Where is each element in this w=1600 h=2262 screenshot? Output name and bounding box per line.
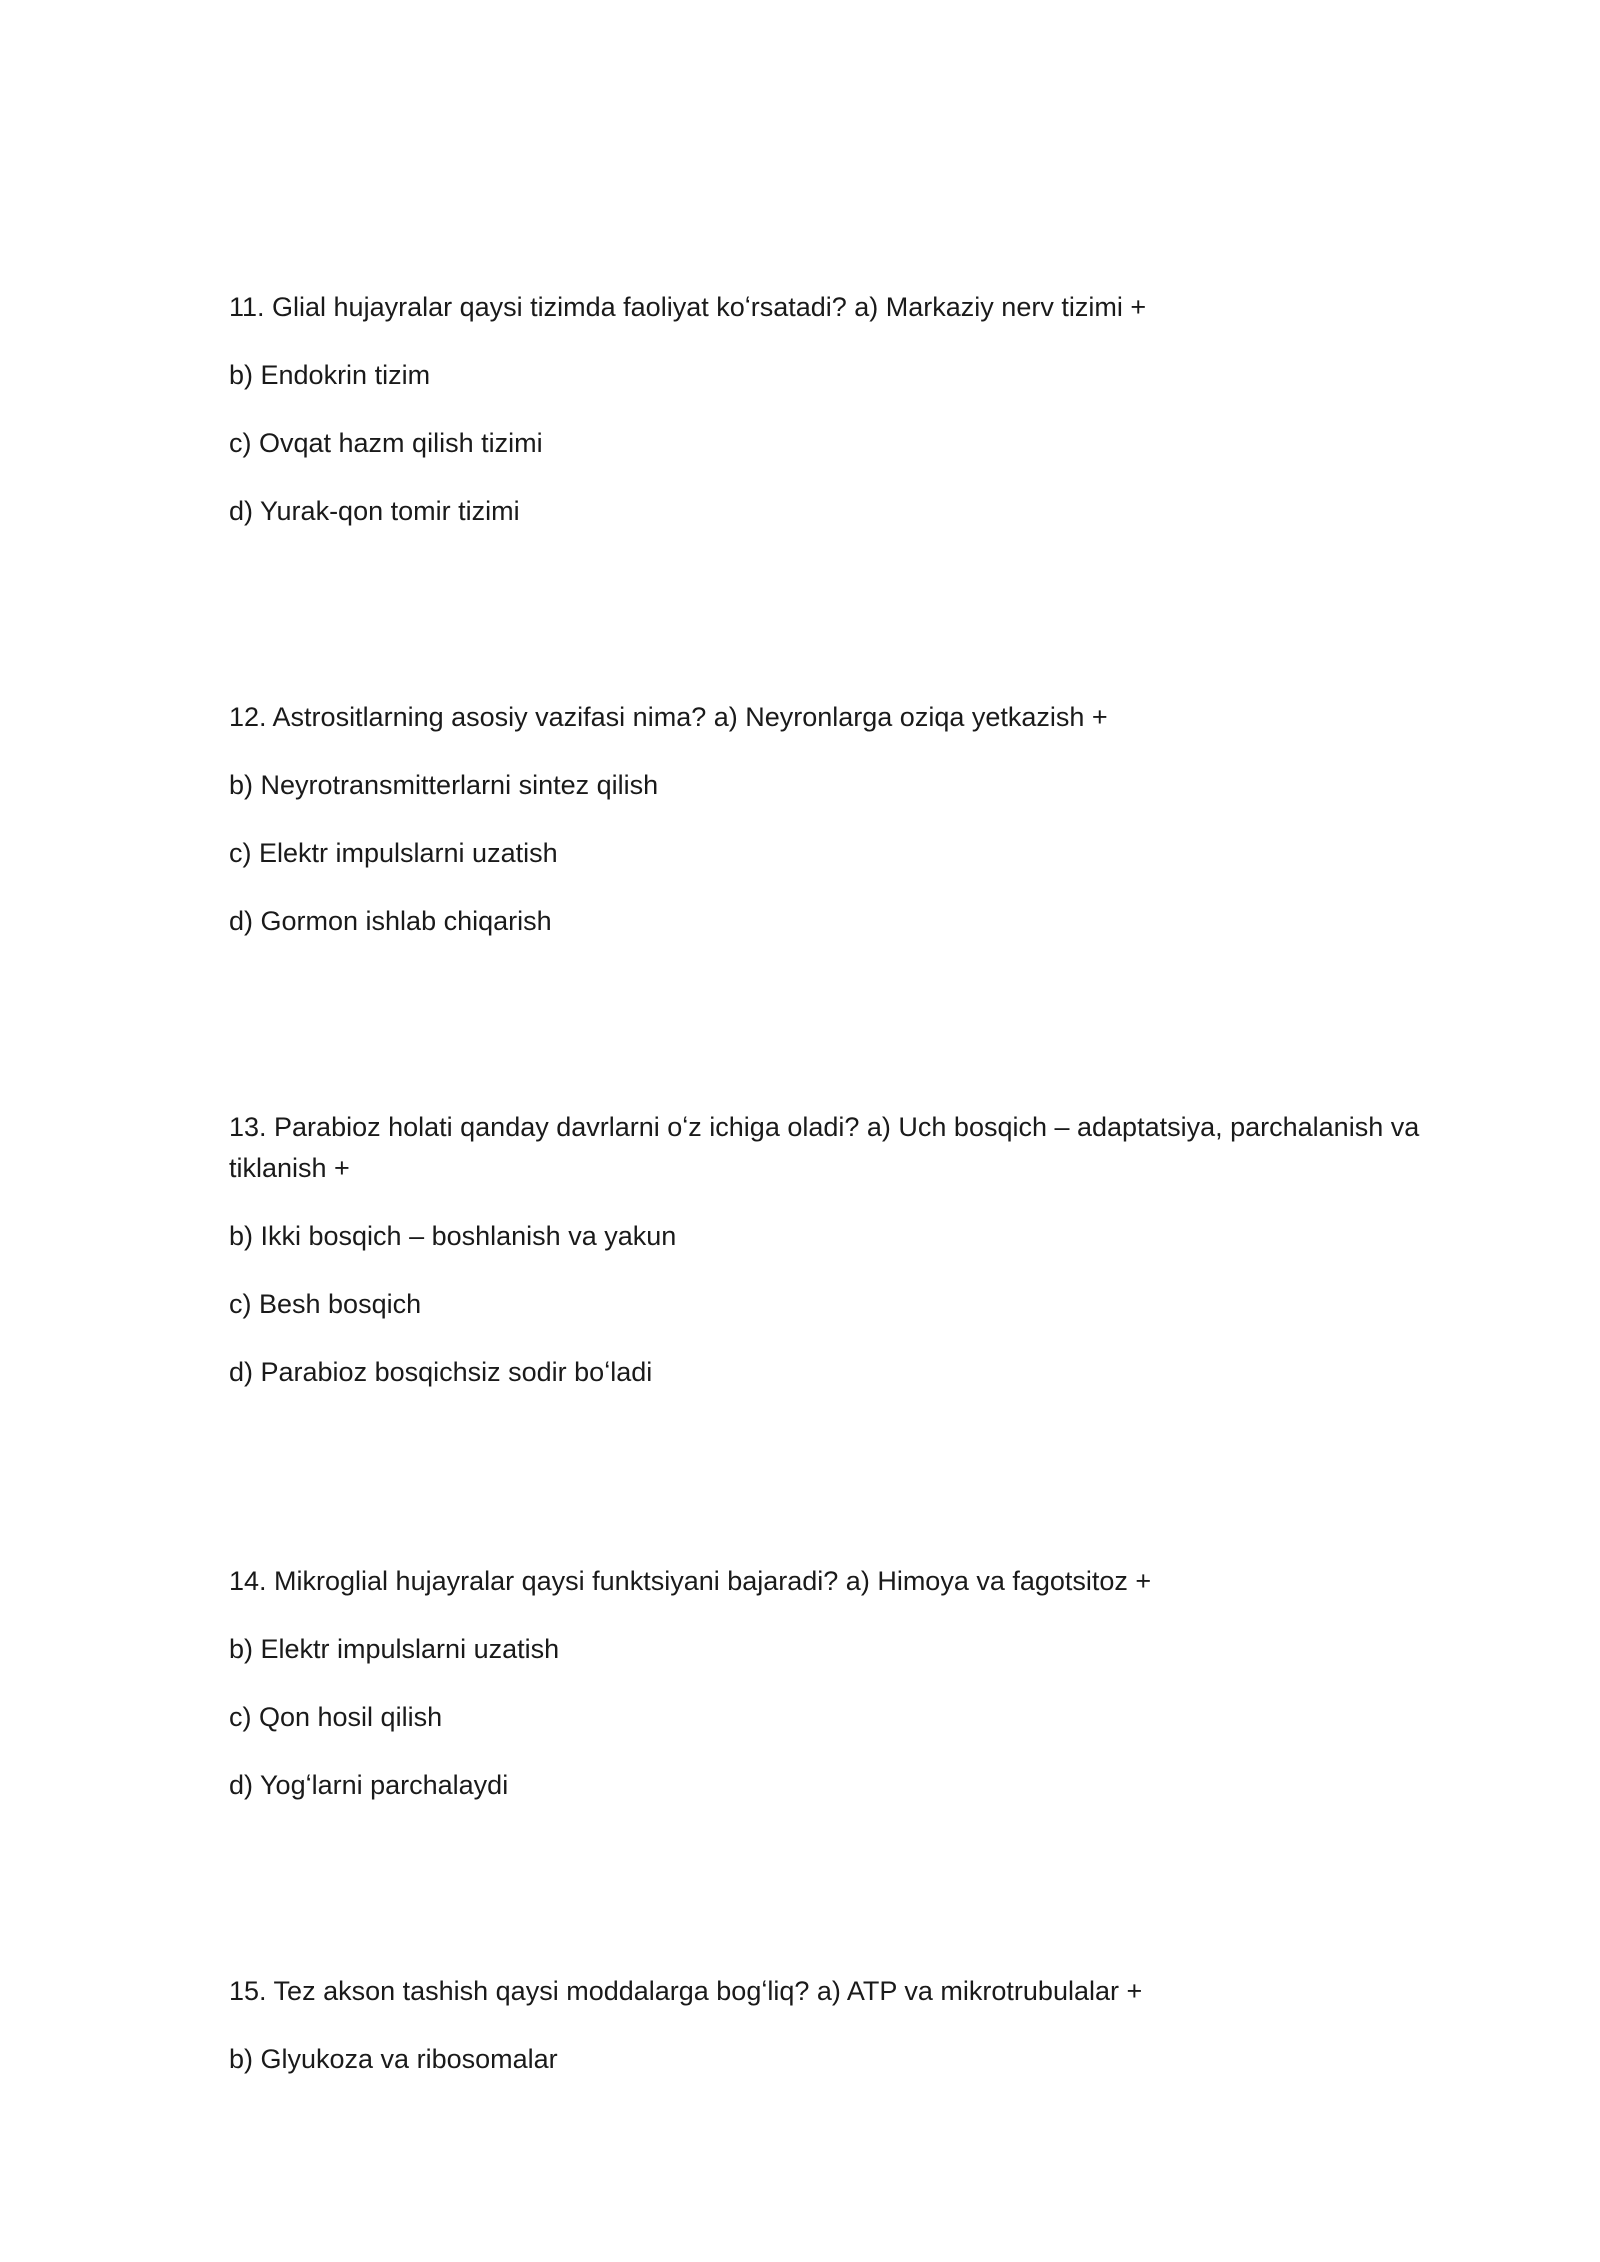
answer-option-c: c) Elektr impulslarni uzatish [229, 838, 558, 868]
question-11 [229, 287, 1439, 532]
answer-option-c: c) Ovqat hazm qilish tizimi [229, 428, 543, 458]
question-stem: 15. Tez akson tashish qaysi moddalarga bogʻliq? a) ATP va mikrotrubulalar + [229, 1976, 1143, 2006]
question-15 [229, 1971, 1439, 2080]
question-14 [229, 1561, 1439, 1806]
answer-option-d: d) Yogʻlarni parchalaydi [229, 1770, 509, 1800]
answer-option-b: b) Endokrin tizim [229, 360, 431, 390]
answer-option-c: c) Besh bosqich [229, 1289, 422, 1319]
question-stem: 14. Mikroglial hujayralar qaysi funktsiyani bajaradi? a) Himoya va fagotsitoz + [229, 1566, 1152, 1596]
question-stem: 12. Astrositlarning asosiy vazifasi nima? a) Neyronlarga oziqa yetkazish + [229, 702, 1108, 732]
answer-option-b: b) Elektr impulslarni uzatish [229, 1634, 560, 1664]
answer-option-b: b) Glyukoza va ribosomalar [229, 2044, 558, 2074]
question-stem: 13. Parabioz holati qanday davrlarni oʻz ichiga oladi? a) Uch bosqich – adaptatsiya, parchalanish va tiklanish + [229, 1112, 1420, 1183]
answer-option-d: d) Gormon ishlab chiqarish [229, 906, 552, 936]
answer-option-d: d) Parabioz bosqichsiz sodir boʻladi [229, 1357, 653, 1387]
question-12 [229, 697, 1439, 942]
answer-option-d: d) Yurak-qon tomir tizimi [229, 496, 520, 526]
answer-option-c: c) Qon hosil qilish [229, 1702, 443, 1732]
question-stem: 11. Glial hujayralar qaysi tizimda faoliyat koʻrsatadi? a) Markaziy nerv tizimi + [229, 292, 1147, 322]
question-13 [229, 1107, 1439, 1393]
answer-option-b: b) Neyrotransmitterlarni sintez qilish [229, 770, 659, 800]
answer-option-b: b) Ikki bosqich – boshlanish va yakun [229, 1221, 677, 1251]
